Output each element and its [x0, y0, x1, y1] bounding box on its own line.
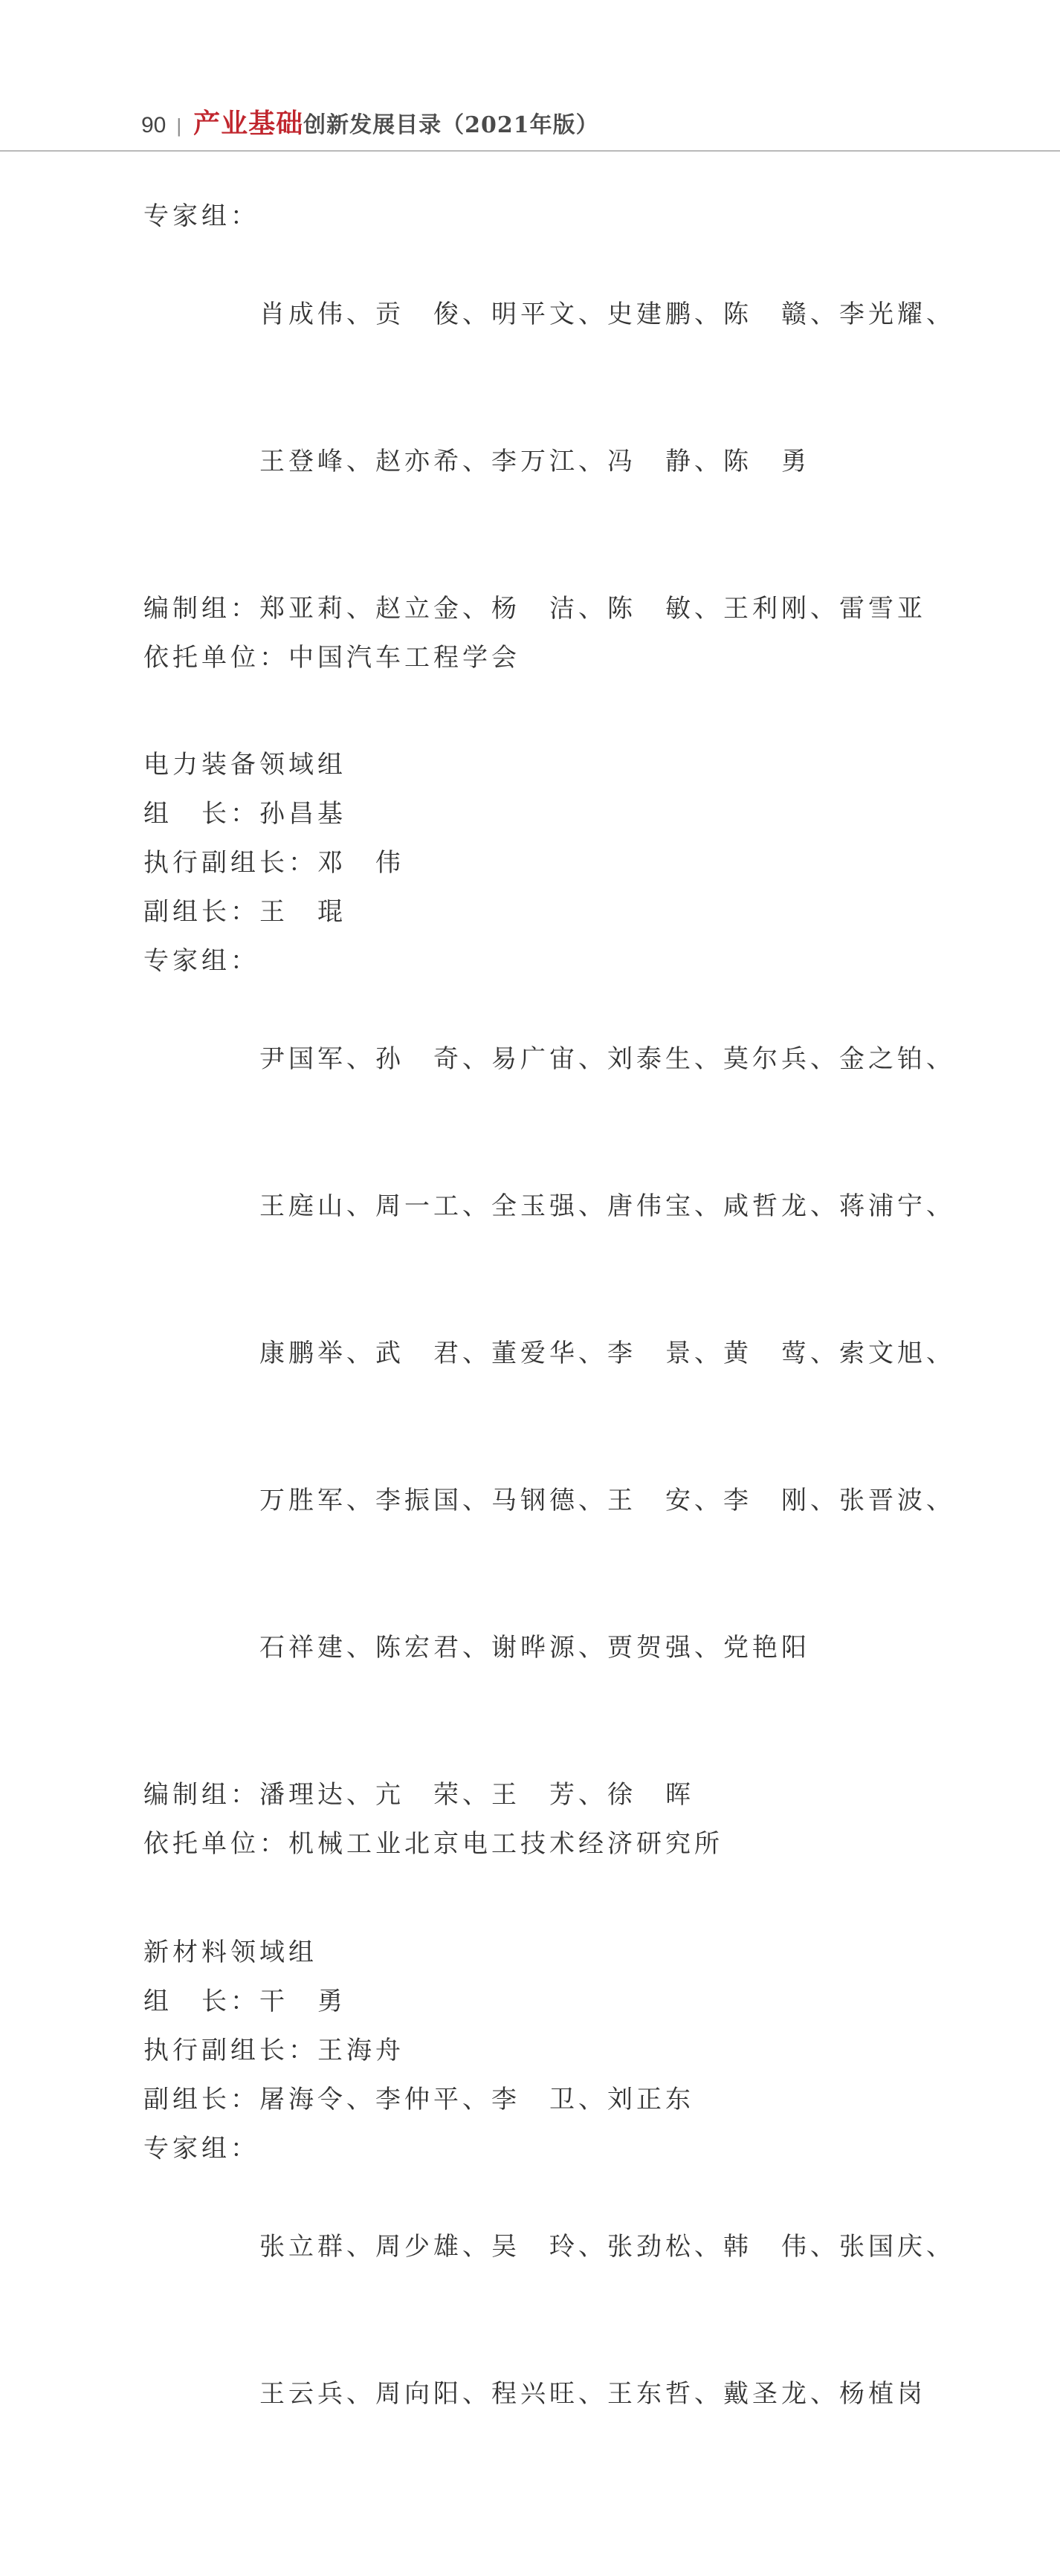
experts-row [143, 192, 955, 584]
experts-label: 专家组： [143, 946, 259, 976]
section-power-equipment [143, 740, 955, 1868]
header-divider [0, 150, 1060, 152]
deputy-label: 副组长： [143, 2085, 259, 2114]
experts-line: 张立群、周少雄、吴 玲、张劲松、韩 伟、张国庆、 [259, 2232, 955, 2262]
experts-line: 王云兵、周向阳、程兴旺、王东哲、戴圣龙、杨植岗 [259, 2379, 926, 2409]
editors-row [143, 584, 931, 633]
experts-line: 石祥建、陈宏君、谢晔源、贾贺强、党艳阳 [259, 1633, 810, 1663]
page-header [141, 103, 599, 144]
leader-name: 孙昌基 [259, 799, 346, 829]
unit-name: 中国汽车工程学会 [288, 643, 520, 673]
experts-line: 肖成伟、贡 俊、明平文、史建鹏、陈 赣、李光耀、 [259, 300, 955, 329]
experts-names [259, 2124, 955, 2517]
section-automotive-continued [143, 192, 955, 682]
experts-line: 康鹏举、武 君、董爱华、李 景、黄 莺、索文旭、 [259, 1339, 955, 1368]
editors-row [143, 1770, 931, 1819]
page-number: 90 [141, 113, 167, 137]
editors-label: 编制组： [143, 594, 259, 624]
deputy-label: 副组长： [143, 897, 259, 927]
experts-line: 万胜军、李振国、马钢德、王 安、李 刚、张晋波、 [259, 1486, 955, 1515]
header-book-title: 创新发展目录（2021年版） [303, 112, 599, 138]
section-title: 电力装备领域组 [143, 750, 346, 780]
exec-deputy-label: 执行副组长： [143, 2036, 317, 2065]
exec-deputy-row [143, 838, 931, 887]
leader-label: 组 长： [143, 799, 259, 829]
header-separator: | [176, 114, 182, 137]
leader-row [143, 789, 931, 838]
unit-row [143, 633, 931, 682]
experts-line: 尹国军、孙 奇、易广宙、刘泰生、莫尔兵、金之铂、 [259, 1044, 955, 1074]
deputy-row [143, 2075, 931, 2124]
leader-name: 干 勇 [259, 1987, 346, 2016]
experts-label: 专家组： [143, 2134, 259, 2164]
experts-line: 王庭山、周一工、全玉强、唐伟宝、咸哲龙、蒋浦宁、 [259, 1191, 955, 1221]
header-brand-title: 产业基础 [193, 109, 304, 139]
deputy-row [143, 887, 931, 936]
exec-deputy-name: 王海舟 [317, 2036, 404, 2065]
experts-row [143, 2124, 955, 2517]
exec-deputy-label: 执行副组长： [143, 848, 317, 878]
unit-label: 依托单位： [143, 643, 288, 673]
experts-label: 专家组： [143, 201, 259, 231]
editors-names: 郑亚莉、赵立金、杨 洁、陈 敏、王利刚、雷雪亚 [259, 594, 926, 624]
exec-deputy-row [143, 2026, 931, 2075]
section-title: 新材料领域组 [143, 1938, 317, 1967]
exec-deputy-name: 邓 伟 [317, 848, 404, 878]
leader-row [143, 1977, 931, 2026]
experts-row [143, 936, 955, 1770]
editors-names: 潘理达、亢 荣、王 芳、徐 晖 [259, 1780, 694, 1810]
experts-line: 王登峰、赵亦希、李万江、冯 静、陈 勇 [259, 447, 810, 476]
unit-name: 机械工业北京电工技术经济研究所 [288, 1829, 723, 1859]
experts-names [259, 936, 955, 1770]
editors-label: 编制组： [143, 1780, 259, 1810]
unit-label: 依托单位： [143, 1829, 288, 1859]
experts-names [259, 192, 955, 584]
leader-label: 组 长： [143, 1987, 259, 2016]
unit-row [143, 1819, 931, 1868]
page-content [143, 192, 955, 2576]
section-new-materials [143, 1928, 955, 2517]
deputy-name: 王 琨 [259, 897, 346, 927]
deputy-names: 屠海令、李仲平、李 卫、刘正东 [259, 2085, 694, 2114]
